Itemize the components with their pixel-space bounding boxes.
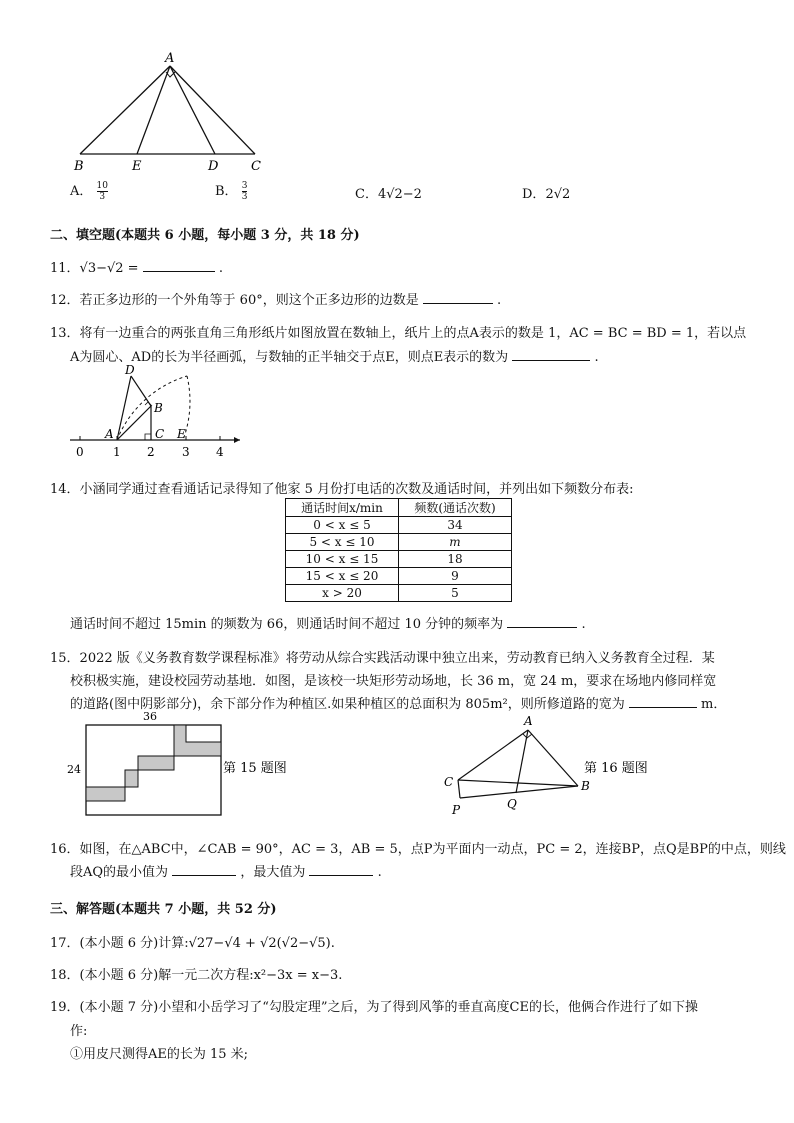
q14-follow xyxy=(70,613,586,632)
fig15-length: 36 xyxy=(143,710,157,723)
section-2-heading: 二、填空题(本题共 6 小题，每小题 3 分，共 18 分) xyxy=(50,228,360,243)
q14-answer-blank[interactable] xyxy=(507,613,577,628)
q14-text: 14．小涵同学通过查看通话记录得知了他家 5 月份打电话的次数及通话时间，并列出如下频数分布表: xyxy=(50,482,634,497)
label-E: E xyxy=(132,159,142,174)
table-cell: 15 < x ≤ 20 xyxy=(286,568,399,585)
q19-step-1: ①用皮尺测得AE的长为 15 米; xyxy=(70,1047,249,1062)
q19-line-1: 19．(本小题 7 分)小望和小岳学习了“勾股定理”之后，为了得到风筝的垂直高度CE的长，他俩合作进行了如下操 xyxy=(50,1000,698,1015)
fig13-label-E: E xyxy=(177,427,186,441)
frequency-table xyxy=(285,498,512,602)
label-C: C xyxy=(251,159,261,174)
fig15-width: 24 xyxy=(67,763,81,776)
section-3-heading: 三、解答题(本题共 7 小题，共 52 分) xyxy=(50,902,277,917)
table-cell: 34 xyxy=(399,517,512,534)
fig16-label-B: B xyxy=(581,779,590,793)
q16-text-a: 段AQ的最小值为 xyxy=(70,865,169,880)
triangle-16-figure xyxy=(440,712,660,822)
table-header-row xyxy=(286,499,512,517)
field-figure xyxy=(62,710,302,820)
label-D: D xyxy=(208,159,219,174)
option-c[interactable] xyxy=(355,183,422,202)
triangle-figure xyxy=(70,48,280,176)
label-B: B xyxy=(74,159,84,174)
q16-text-b: ，最大值为 xyxy=(240,865,306,880)
q12-text: 12．若正多边形的一个外角等于 60°，则这个正多边形的边数是 xyxy=(50,293,419,308)
question-17: 17．(本小题 6 分)计算:√27−√4 + √2(√2−√5). xyxy=(50,936,335,951)
fig13-label-B: B xyxy=(154,401,163,415)
fig13-label-A: A xyxy=(105,427,114,441)
q15-answer-blank[interactable] xyxy=(629,693,697,708)
fig13-tick-2: 2 xyxy=(147,445,155,459)
fig13-label-D: D xyxy=(125,363,135,377)
q16-end: . xyxy=(377,865,382,880)
option-a-den: 3 xyxy=(99,192,106,202)
table-cell: 18 xyxy=(399,551,512,568)
table-header: 通话时间x/min xyxy=(286,499,399,517)
q12-end: . xyxy=(497,293,502,308)
option-b-letter: B． xyxy=(215,184,238,199)
fig16-label-A: A xyxy=(524,714,533,728)
table-row xyxy=(286,534,512,551)
q15-end: m． xyxy=(701,697,727,712)
number-line-figure xyxy=(65,362,245,460)
q15-line-1: 15．2022 版《义务教育数学课程标准》将劳动从综合实践活动课中独立出来，劳动教育已纳入义务教育全过程．某 xyxy=(50,651,715,666)
q13-line-2-text: A为圆心、AD的长为半径画弧，与数轴的正半轴交于点E，则点E表示的数为 xyxy=(70,350,509,365)
q16-line-1: 16．如图，在△ABC中，∠CAB = 90°，AC = 3，AB = 5，点P为平面内一动点，PC = 2，连接BP，点Q是BP的中点，则线 xyxy=(50,842,786,857)
table-row xyxy=(286,551,512,568)
table-cell: 0 < x ≤ 5 xyxy=(286,517,399,534)
table-cell: 10 < x ≤ 15 xyxy=(286,551,399,568)
q11-end: . xyxy=(218,261,223,276)
q13-line-1: 13．将有一边重合的两张直角三角形纸片如图放置在数轴上，纸片上的点A表示的数是 1，AC = BC = BD = 1，若以点 xyxy=(50,326,747,341)
label-A: A xyxy=(165,51,175,66)
fig16-caption: 第 16 题图 xyxy=(584,761,648,776)
option-b[interactable] xyxy=(215,180,247,202)
table-cell: m xyxy=(399,534,512,551)
table-row xyxy=(286,585,512,602)
table-cell: x > 20 xyxy=(286,585,399,602)
option-b-den: 3 xyxy=(241,192,248,202)
question-18: 18．(本小题 6 分)解一元二次方程:x²−3x = x−3. xyxy=(50,968,343,983)
fig13-tick-3: 3 xyxy=(182,445,190,459)
fig15-caption: 第 15 题图 xyxy=(223,761,287,776)
q15-line-3-text: 的道路(图中阴影部分)，余下部分作为种植区.如果种植区的总面积为 805m²，则所修道路的宽为 xyxy=(70,697,625,712)
q11-expression: √3−√2 = xyxy=(79,261,139,276)
fig13-label-C: C xyxy=(155,427,165,441)
option-c-letter: C． xyxy=(355,187,378,202)
q16-max-blank[interactable] xyxy=(309,861,373,876)
table-cell: 5 xyxy=(399,585,512,602)
option-a-letter: A． xyxy=(70,184,93,199)
fig16-label-C: C xyxy=(444,775,454,789)
q14-follow-text: 通话时间不超过 15min 的频数为 66，则通话时间不超过 10 分钟的频率为 xyxy=(70,617,504,632)
q13-answer-blank[interactable] xyxy=(512,346,590,361)
q12-answer-blank[interactable] xyxy=(423,289,493,304)
option-d-text: 2√2 xyxy=(545,187,571,202)
option-a-num: 10 xyxy=(96,181,108,191)
table-row xyxy=(286,517,512,534)
fig16-label-P: P xyxy=(452,803,461,817)
q19-line-2: 作: xyxy=(70,1024,88,1039)
table-cell: 5 < x ≤ 10 xyxy=(286,534,399,551)
table-cell: 9 xyxy=(399,568,512,585)
q15-line-2: 校积极实施，建设校园劳动基地．如图，是该校一块矩形劳动场地，长 36 m，宽 24 m，要求在场地内修同样宽 xyxy=(70,674,717,689)
q16-line-2 xyxy=(70,861,382,880)
fig13-tick-4: 4 xyxy=(216,445,224,459)
q16-min-blank[interactable] xyxy=(172,861,236,876)
option-d[interactable] xyxy=(522,183,570,202)
option-d-letter: D． xyxy=(522,187,546,202)
question-12 xyxy=(50,289,501,308)
q14-end: . xyxy=(581,617,586,632)
fig13-tick-1: 1 xyxy=(113,445,121,459)
table-header: 频数(通话次数) xyxy=(399,499,512,517)
option-c-text: 4√2−2 xyxy=(377,187,422,202)
option-b-num: 3 xyxy=(241,181,248,191)
q13-end: . xyxy=(594,350,599,365)
q11-answer-blank[interactable] xyxy=(143,257,215,272)
option-a[interactable] xyxy=(70,180,108,202)
question-11 xyxy=(50,257,223,276)
q11-number: 11． xyxy=(50,261,80,276)
table-row xyxy=(286,568,512,585)
fig16-label-Q: Q xyxy=(507,797,517,811)
fig13-tick-0: 0 xyxy=(76,445,84,459)
